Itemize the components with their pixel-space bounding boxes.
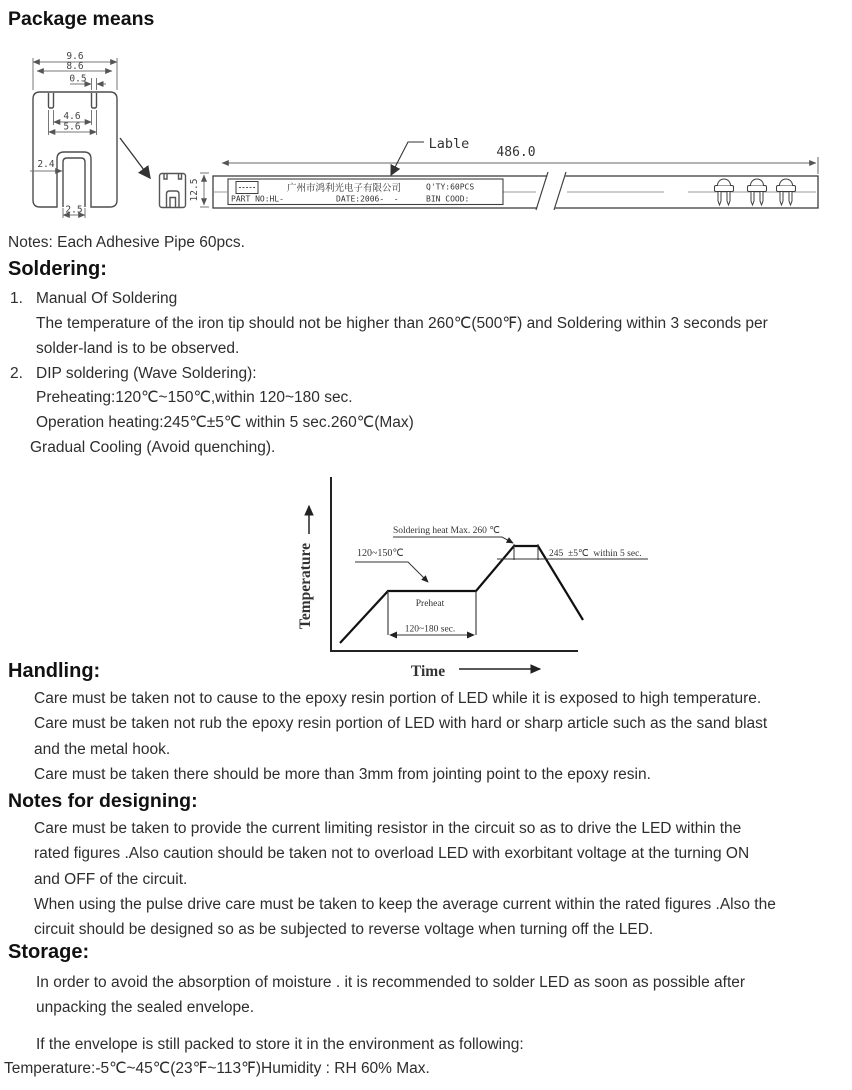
label-callout-line [391, 142, 424, 175]
handling-line1: Care must be taken not to cause to the epoxy resin portion of LED while it is exposed to high temperature. [34, 690, 762, 707]
page-title: Package means [8, 8, 155, 30]
preheat-label: Preheat [415, 599, 445, 609]
dim-slot-width: 0.5 [69, 73, 87, 85]
detail-arrow [120, 138, 150, 178]
pipe-height-dimension [200, 173, 209, 207]
handling-line4: Care must be taken there should be more than 3mm from jointing point to the epoxy resin. [34, 766, 651, 783]
dim-channel-opening: 2.5 [65, 204, 83, 216]
label-part-no: PART NO:HL- [231, 194, 284, 204]
chart-ylabel: Temperature [297, 542, 314, 630]
soldering-heading: Soldering: [8, 258, 107, 280]
adhesive-pipe-note: Notes: Each Adhesive Pipe 60pcs. [8, 234, 245, 251]
designing-line3: and OFF of the circuit. [34, 871, 188, 888]
soldering-item2-line3: Gradual Cooling (Avoid quenching). [30, 439, 276, 456]
preheat-temp-annotation: 120~150℃ [357, 548, 404, 559]
storage-heading: Storage: [8, 941, 90, 963]
dim-pipe-length: 486.0 [496, 145, 536, 160]
storage-envelope-line: If the envelope is still packed to store it in the environment as following: [36, 1036, 524, 1053]
package-side-view [160, 174, 186, 208]
temperature-profile-line [340, 546, 583, 643]
label-qty: Q'TY:60PCS [426, 182, 475, 192]
soldering-item2-number: 2. [10, 365, 23, 382]
handling-line2: Care must be taken not rub the epoxy resin portion of LED with hard or sharp article such as the sand blast [34, 715, 768, 732]
dim-channel-wall: 2.4 [37, 159, 55, 170]
solder-heat-leader [393, 537, 513, 543]
preheat-temp-leader [355, 562, 428, 582]
soldering-item1-line2: solder-land is to be observed. [36, 340, 240, 357]
dim-pipe-height: 12.5 [189, 178, 200, 202]
designing-heading: Notes for designing: [8, 790, 198, 812]
soldering-item1-line1: The temperature of the iron tip should not be higher than 260℃(500℉) and Soldering within 3 seconds per [36, 315, 768, 332]
label-callout-text: Lable [428, 136, 470, 152]
designing-line5: circuit should be designed so as be subjected to reverse voltage when turning off the LED. [34, 921, 654, 938]
soldering-item2-line2: Operation heating:245℃±5℃ within 5 sec.260℃(Max) [36, 414, 414, 431]
designing-line2: rated figures .Also caution should be taken not to overload LED with exorbitant voltage at the turning ON [34, 845, 750, 862]
dim-slot-gap-outer: 5.6 [63, 121, 81, 133]
soldering-item2-line1: Preheating:120℃~150℃,within 120~180 sec. [36, 389, 353, 406]
soldering-item1-number: 1. [10, 290, 23, 307]
designing-line4: When using the pulse drive care must be taken to keep the average current within the rated figures .Also the [34, 896, 776, 913]
package-cross-section [33, 92, 117, 207]
peak-annotation: 245 ±5℃ within 5 sec. [549, 549, 642, 559]
dim-width-inner: 8.6 [66, 61, 84, 72]
handling-heading: Handling: [8, 660, 101, 682]
handling-line3: and the metal hook. [34, 741, 171, 758]
label-bin: BIN COOD: [426, 194, 470, 204]
label-date: DATE:2006- - [336, 194, 399, 204]
dim-width-outer: 9.6 [66, 51, 84, 62]
soldering-item2-title: DIP soldering (Wave Soldering): [36, 365, 257, 382]
package-drawing [0, 42, 852, 234]
pipe-label [228, 179, 503, 205]
storage-line1: In order to avoid the absorption of moisture . it is recommended to solder LED as soon as possible after [36, 974, 746, 991]
soldering-profile-chart [290, 465, 670, 680]
label-company: 广州市鸿利光电子有限公司 [286, 183, 402, 194]
chart-xlabel: Time [410, 663, 446, 680]
adhesive-pipe [213, 136, 818, 212]
storage-line2: unpacking the sealed envelope. [36, 999, 255, 1016]
soldering-item1-title: Manual Of Soldering [36, 290, 178, 307]
designing-line1: Care must be taken to provide the current limiting resistor in the circuit so as to drive the LED within the [34, 820, 742, 837]
preheat-duration-label: 120~180 sec. [404, 624, 456, 635]
dim-slot-gap-inner: 4.6 [63, 111, 81, 122]
storage-conditions-line: Temperature:-5℃~45℃(23℉~113℉)Humidity : RH 60% Max. [4, 1060, 430, 1077]
solder-heat-annotation: Soldering heat Max. 260 ℃ [393, 526, 500, 536]
